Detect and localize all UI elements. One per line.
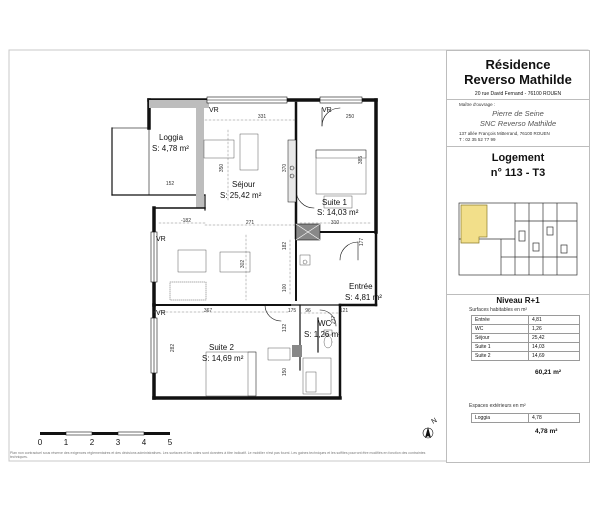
room-cell: Séjour xyxy=(472,334,529,343)
exterior-table xyxy=(471,413,580,423)
value-cell: 25,42 xyxy=(529,334,580,343)
room-sejour-name: Séjour xyxy=(232,180,256,189)
scale-tick: 5 xyxy=(167,438,173,447)
room-entree-area: S: 4,81 m² xyxy=(345,293,382,302)
surfaces-table xyxy=(471,315,580,361)
room-loggia-area: S: 4,78 m² xyxy=(152,144,189,153)
table-row xyxy=(472,334,580,343)
table-row xyxy=(472,316,580,325)
table-row xyxy=(472,325,580,334)
room-sejour-area: S: 25,42 m² xyxy=(220,191,262,200)
dim-177: 177 xyxy=(359,237,365,247)
room-cell: Suite 1 xyxy=(472,343,529,352)
value-cell: 14,03 xyxy=(529,343,580,352)
table-row xyxy=(472,343,580,352)
exterior-title: Espaces extérieurs en m² xyxy=(469,403,526,409)
room-suite1-area: S: 14,03 m² xyxy=(317,208,359,217)
surfaces-title: Surfaces habitables en m² xyxy=(469,307,528,313)
room-cell: Suite 2 xyxy=(472,352,529,361)
divider xyxy=(447,146,589,147)
info-panel xyxy=(446,50,590,463)
scale-tick: 4 xyxy=(141,438,147,447)
dim-237: 237 xyxy=(331,315,337,325)
dim-282: 282 xyxy=(170,343,176,353)
value-cell: 1,26 xyxy=(529,325,580,334)
exterior-total: 4,78 m² xyxy=(535,428,558,435)
vr-label: VR xyxy=(156,236,166,243)
scale-tick: 3 xyxy=(115,438,121,447)
dim-121: 121 xyxy=(339,308,349,314)
surfaces-total: 60,21 m² xyxy=(535,369,562,376)
level-label: Niveau R+1 xyxy=(496,296,540,305)
dim-96: 96 xyxy=(305,308,311,314)
value-cell: 4,78 xyxy=(529,414,580,423)
residence-title-line2: Reverso Mathilde xyxy=(464,72,572,87)
scale-bar xyxy=(38,432,173,447)
vr-label: VR xyxy=(156,310,166,317)
room-cell: WC xyxy=(472,325,529,334)
north-arrow-icon xyxy=(423,417,438,438)
room-wc-area: S: 1,26 m² xyxy=(304,330,341,339)
scale-tick: 0 xyxy=(37,438,43,447)
room-cell: Loggia xyxy=(472,414,529,423)
room-cell: Entrée xyxy=(472,316,529,325)
unit-highlight xyxy=(461,205,487,243)
table-row xyxy=(472,352,580,361)
north-label: N xyxy=(430,417,439,426)
dim-150: 150 xyxy=(282,367,288,377)
dim-310: 310 xyxy=(330,220,340,226)
dim-175: 175 xyxy=(287,308,297,314)
dim-331: 331 xyxy=(257,114,267,120)
unit-number: n° 113 - T3 xyxy=(490,167,546,179)
scale-tick: 2 xyxy=(89,438,95,447)
vr-label: VR xyxy=(209,107,219,114)
owner-address: 137 allée François Mitterrand, 76100 ROUEN xyxy=(459,131,550,136)
value-cell: 14,69 xyxy=(529,352,580,361)
owner-phone: T : 02 35 52 77 99 xyxy=(459,137,496,142)
floor-plan xyxy=(112,97,376,398)
residence-address: 20 rue David Fernand - 76100 ROUEN xyxy=(474,91,562,97)
divider xyxy=(447,294,589,295)
room-entree-name: Entrée xyxy=(349,282,373,291)
dim-132: 132 xyxy=(282,323,288,333)
dim-271: 271 xyxy=(245,220,255,226)
dim-367: 367 xyxy=(203,308,213,314)
unit-label: Logement xyxy=(491,152,545,164)
room-wc-name: WC xyxy=(318,319,332,328)
room-loggia-name: Loggia xyxy=(159,133,184,142)
dim-385: 385 xyxy=(358,155,364,165)
key-plan xyxy=(457,201,579,281)
room-suite1-name: Suite 1 xyxy=(322,198,347,207)
dim-350: 350 xyxy=(219,163,225,173)
dim-100: 100 xyxy=(282,283,288,293)
value-cell: 4,81 xyxy=(529,316,580,325)
scale-tick: 1 xyxy=(63,438,69,447)
owner-name-line1: Pierre de Seine xyxy=(492,109,544,118)
owner-name-line2: SNC Reverso Mathilde xyxy=(479,119,557,128)
vr-label: VR xyxy=(322,107,332,114)
dim-182: -182 xyxy=(180,218,192,224)
dim-370: 370 xyxy=(282,163,288,173)
dim-152: 152 xyxy=(165,181,175,187)
dim-250: 250 xyxy=(345,114,355,120)
owner-label: Maître d'ouvrage : xyxy=(459,102,496,107)
residence-title-line1: Résidence xyxy=(485,57,551,72)
table-row xyxy=(472,414,580,423)
room-suite2-area: S: 14,69 m² xyxy=(202,354,244,363)
dim-182b: 182 xyxy=(282,241,288,251)
dim-302: 302 xyxy=(240,259,246,269)
footer-disclaimer: Plan non contractuel sous réserve des exigences réglementaires et des décisions administratives. Les surfaces et les cotes sont données à titre indicatif. Le mobilier n'est pas fourni. Les gaines techniques et les soffites pourront être modifiés en fonction des contraintes techniques. xyxy=(10,451,426,459)
divider xyxy=(447,99,589,100)
room-suite2-name: Suite 2 xyxy=(209,343,234,352)
